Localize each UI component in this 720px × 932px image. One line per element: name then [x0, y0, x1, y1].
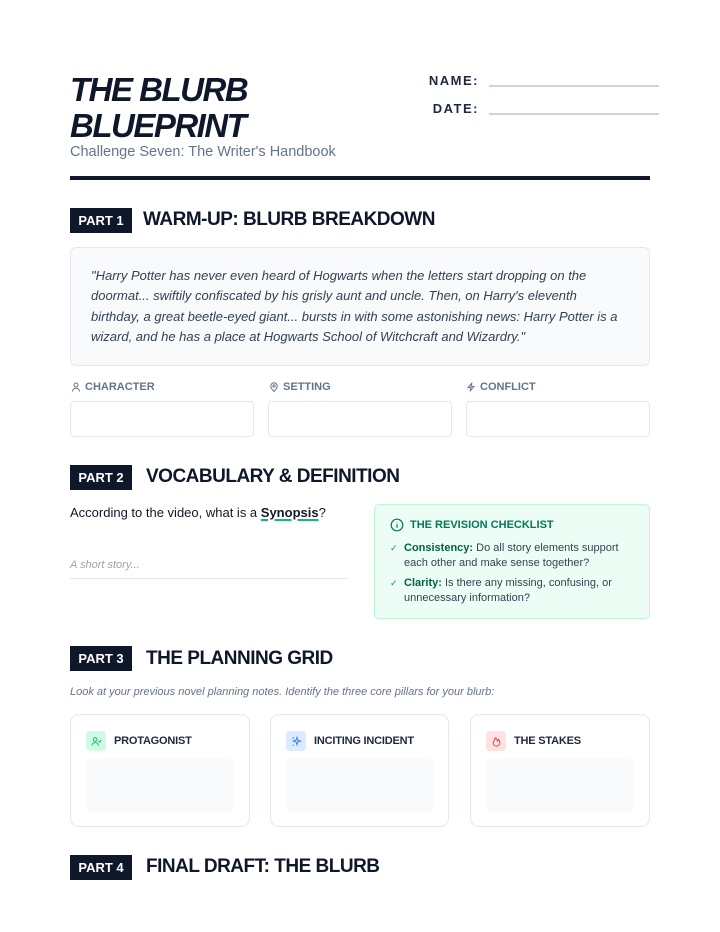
stakes-label: THE STAKES — [514, 735, 581, 747]
character-label — [71, 381, 155, 393]
vocab-question-suffix: ? — [318, 505, 326, 520]
title-line-2: BLUEPRINT — [70, 107, 246, 144]
checklist-title: THE REVISION CHECKLIST — [410, 519, 554, 531]
title-line-1: THE BLURB — [70, 71, 248, 108]
checklist-item-desc: Do all story elements support each other and make sense together? — [404, 542, 619, 569]
character-input[interactable] — [70, 401, 254, 437]
part-3-badge: PART 3 — [70, 646, 132, 671]
blurb-quote: "Harry Potter has never even heard of Hogwarts when the letters start dropping on the doormat... swiftily confiscated by his grisly aunt and uncle. Then, on Harry's eleventh birthday, a great beetle-eyed giant... bursts in with some astonishing news: Harry Potter is a wizard, and he has a place at Hogwarts School of Witchcraft and Wizardry." — [70, 247, 650, 366]
protagonist-card-header — [86, 731, 192, 751]
flame-icon — [486, 731, 506, 751]
checklist-item-term: Consistency: — [404, 542, 474, 554]
setting-label-text: SETTING — [283, 381, 331, 393]
worksheet-title — [70, 72, 247, 144]
vocab-answer-field[interactable]: A short story... — [70, 559, 348, 579]
checklist-item — [390, 541, 634, 570]
setting-label — [269, 381, 331, 393]
part-2-badge: PART 2 — [70, 465, 132, 490]
checklist-item-desc: Is there any missing, confusing, or unnecessary information? — [404, 577, 612, 604]
date-label: DATE: — [432, 101, 479, 116]
stakes-card — [470, 714, 650, 827]
character-label-text: CHARACTER — [85, 381, 155, 393]
protagonist-label: PROTAGONIST — [114, 735, 192, 747]
user-icon — [71, 382, 81, 392]
part-1-badge: PART 1 — [70, 208, 132, 233]
name-row — [425, 73, 659, 88]
protagonist-input[interactable] — [86, 759, 233, 812]
name-label: NAME: — [428, 73, 479, 88]
part-4-title: FINAL DRAFT: THE BLURB — [146, 856, 380, 877]
info-icon — [390, 518, 404, 532]
map-pin-icon — [269, 382, 279, 392]
vocab-question — [70, 505, 326, 520]
protagonist-card — [70, 714, 250, 827]
checklist-item-text — [404, 576, 634, 605]
conflict-input[interactable] — [466, 401, 650, 437]
sparkle-icon — [286, 731, 306, 751]
part-4-badge: PART 4 — [70, 855, 132, 880]
revision-checklist — [374, 504, 650, 619]
user-check-icon — [86, 731, 106, 751]
inciting-incident-card-header — [286, 731, 414, 751]
conflict-label — [466, 381, 536, 393]
vocab-question-prefix: According to the video, what is a — [70, 505, 261, 520]
inciting-incident-label: INCITING INCIDENT — [314, 735, 414, 747]
planning-instruction: Look at your previous novel planning notes. Identify the three core pillars for your blurb: — [70, 686, 495, 698]
stakes-card-header — [486, 731, 581, 751]
worksheet-subtitle: Challenge Seven: The Writer's Handbook — [70, 144, 336, 160]
part-3-title: THE PLANNING GRID — [146, 648, 333, 669]
inciting-incident-card — [270, 714, 449, 827]
vocab-term: Synopsis — [260, 505, 319, 520]
setting-input[interactable] — [268, 401, 452, 437]
date-field[interactable] — [489, 113, 659, 115]
checklist-item-text — [404, 541, 634, 570]
header-divider — [70, 176, 650, 180]
checklist-item-term: Clarity: — [404, 577, 442, 589]
stakes-input[interactable] — [486, 759, 633, 812]
check-icon: ✓ — [390, 543, 398, 553]
inciting-incident-input[interactable] — [286, 759, 433, 812]
check-icon: ✓ — [390, 578, 398, 588]
name-field[interactable] — [489, 85, 659, 87]
worksheet-header — [70, 70, 650, 180]
part-2-title: VOCABULARY & DEFINITION — [146, 466, 400, 487]
part-1-title: WARM-UP: BLURB BREAKDOWN — [143, 209, 435, 230]
lightning-icon — [466, 382, 476, 392]
checklist-item — [390, 576, 634, 605]
conflict-label-text: CONFLICT — [480, 381, 536, 393]
date-row — [425, 101, 659, 116]
checklist-header — [390, 518, 634, 532]
